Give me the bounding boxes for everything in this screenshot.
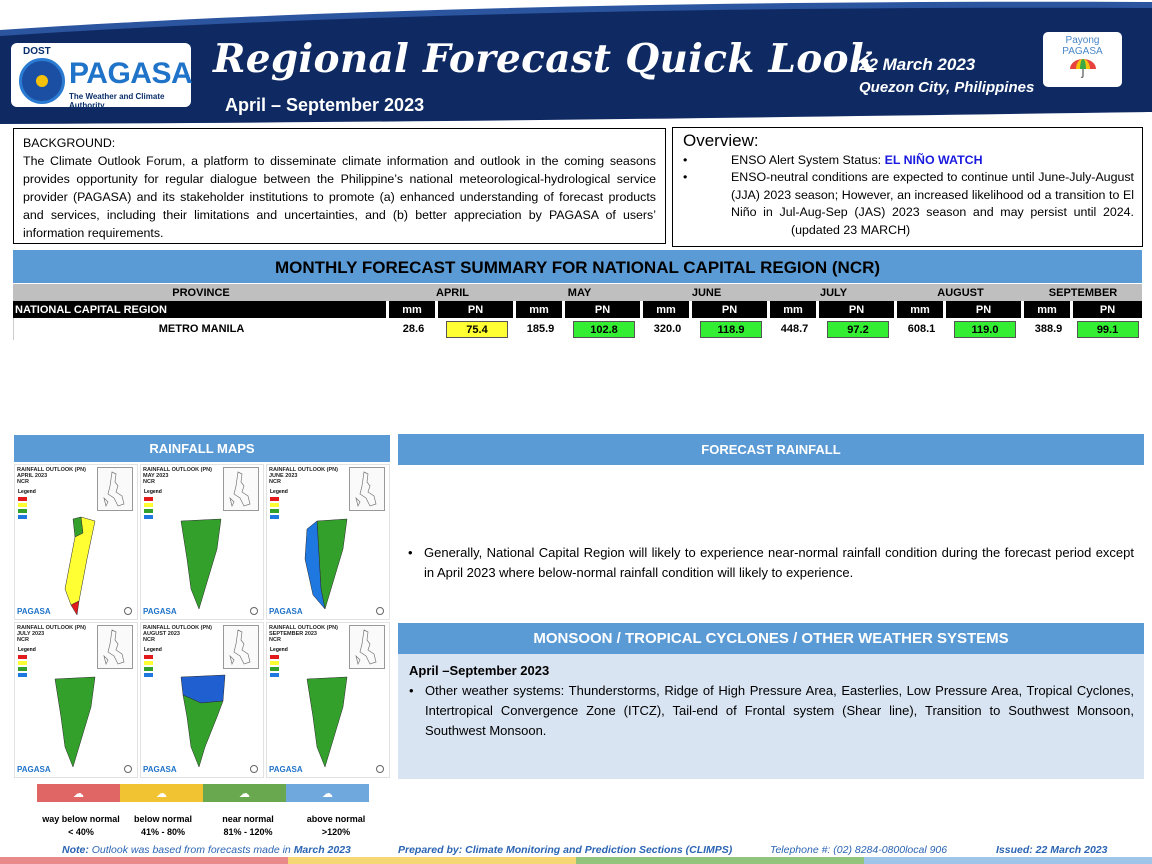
map-month: AUGUST 2023 bbox=[143, 631, 180, 637]
map-legend-title: Legend bbox=[270, 647, 288, 653]
map-region-fill bbox=[183, 695, 223, 767]
map-pagasa-logo: PAGASA bbox=[17, 607, 51, 616]
map-legend-swatch bbox=[144, 515, 153, 519]
header-banner bbox=[0, 0, 1152, 124]
legend-swatch bbox=[203, 784, 286, 802]
pn-cell bbox=[565, 318, 643, 340]
agency-name: PAGASA bbox=[69, 57, 193, 90]
table-header-row bbox=[13, 284, 1142, 301]
map-title bbox=[17, 625, 86, 643]
ncr-region-map bbox=[287, 509, 357, 617]
rainfall-map-5 bbox=[140, 622, 264, 778]
map-region-fill bbox=[181, 519, 221, 609]
location-inset-map bbox=[223, 625, 259, 669]
philippines-outline-icon bbox=[350, 626, 384, 668]
pn-cell bbox=[438, 318, 516, 340]
map-legend-swatch bbox=[270, 497, 279, 501]
map-legend-swatch bbox=[18, 673, 27, 677]
map-legend-swatch bbox=[270, 503, 279, 507]
map-pagasa-logo: PAGASA bbox=[269, 765, 303, 774]
map-title: RAINFALL OUTLOOK (PN) bbox=[17, 625, 86, 631]
map-region: NCR bbox=[17, 479, 29, 485]
rainfall-map-3 bbox=[266, 464, 390, 620]
footer-phone bbox=[770, 844, 947, 856]
enso-label: ENSO Alert System Status: bbox=[731, 152, 885, 167]
month-header-august: AUGUST bbox=[897, 284, 1024, 301]
pn-value: 99.1 bbox=[1077, 321, 1139, 338]
compass-icon bbox=[124, 607, 132, 615]
mm-value: 28.6 bbox=[402, 323, 425, 335]
map-region-fill bbox=[55, 677, 95, 767]
pn-cell bbox=[819, 318, 897, 340]
pn-header: PN bbox=[692, 301, 770, 318]
rainfall-legend-bar bbox=[37, 784, 369, 802]
forecast-summary-table bbox=[13, 284, 1142, 340]
compass-icon bbox=[124, 765, 132, 773]
footer-phone-label: Telephone #: bbox=[770, 844, 834, 856]
map-legend-swatch bbox=[270, 667, 279, 671]
map-title bbox=[269, 467, 338, 485]
forecast-rainfall-text: • Generally, National Capital Region will likely to experience near-normal rainfall condition during the forecast period except in April 2023 where below-normal rainfall condition will likely to experience. bbox=[408, 543, 1134, 583]
month-header-june: JUNE bbox=[643, 284, 770, 301]
legend-label bbox=[118, 813, 208, 839]
legend-swatch bbox=[286, 784, 369, 802]
map-legend-swatch bbox=[144, 509, 153, 513]
map-month: JULY 2023 bbox=[17, 631, 45, 637]
overview-section bbox=[672, 127, 1143, 247]
pn-cell bbox=[1073, 318, 1142, 340]
table-row bbox=[13, 318, 1142, 340]
rainfall-map-grid bbox=[14, 462, 390, 778]
map-legend-swatch bbox=[270, 661, 279, 665]
map-legend-swatch bbox=[144, 503, 153, 507]
pn-value: 119.0 bbox=[954, 321, 1016, 338]
mm-header: mm bbox=[897, 301, 946, 318]
pn-value: 97.2 bbox=[827, 321, 889, 338]
pn-value: 75.4 bbox=[446, 321, 508, 338]
legend-swatch bbox=[37, 784, 120, 802]
legend-category: above normal bbox=[306, 814, 366, 824]
map-pagasa-logo: PAGASA bbox=[17, 765, 51, 774]
map-title: RAINFALL OUTLOOK (PN) bbox=[143, 625, 212, 631]
cloud-rain-icon: ☁ bbox=[322, 787, 333, 800]
forecast-rainfall-heading: FORECAST RAINFALL bbox=[398, 434, 1144, 465]
dost-label: DOST bbox=[23, 46, 51, 57]
payong-pagasa-text: PAGASA bbox=[1062, 46, 1103, 57]
mm-header: mm bbox=[389, 301, 438, 318]
monsoon-text: • Other weather systems: Thunderstorms, Ridge of High Pressure Area, Easterlies, Low Pressure Area, Tropical Cyclones, Intertropical Convergence Zone (ITCZ), Tail-end of Frontal system (Shear line), Transition to Southwest Monsoon, Southwest Monsoon. bbox=[409, 681, 1134, 741]
map-title bbox=[143, 625, 212, 643]
philippines-outline-icon bbox=[224, 626, 258, 668]
map-title bbox=[269, 625, 338, 643]
map-legend-swatch bbox=[270, 509, 279, 513]
pn-value: 118.9 bbox=[700, 321, 762, 338]
footer-bar-segment bbox=[0, 857, 288, 864]
background-heading: BACKGROUND: bbox=[23, 136, 116, 150]
map-legend-swatch bbox=[18, 655, 27, 659]
compass-icon bbox=[250, 607, 258, 615]
footer-bar-segment bbox=[864, 857, 1152, 864]
map-month: MAY 2023 bbox=[143, 473, 169, 479]
issue-location: Quezon City, Philippines bbox=[859, 79, 1035, 96]
legend-range: >120% bbox=[321, 827, 351, 837]
forecast-rainfall-panel bbox=[398, 434, 1144, 614]
map-legend-swatch bbox=[18, 661, 27, 665]
map-title bbox=[143, 467, 212, 485]
mm-value: 448.7 bbox=[780, 323, 809, 335]
footer-note bbox=[62, 844, 351, 856]
ncr-region-map bbox=[161, 509, 231, 617]
month-header-april: APRIL bbox=[389, 284, 516, 301]
mm-value: 185.9 bbox=[526, 323, 555, 335]
map-legend-title: Legend bbox=[144, 647, 162, 653]
month-header-may: MAY bbox=[516, 284, 643, 301]
pn-header: PN bbox=[946, 301, 1024, 318]
map-legend-swatch bbox=[144, 661, 153, 665]
cloud-rain-icon: ☁ bbox=[156, 787, 167, 800]
ncr-region-map bbox=[161, 667, 231, 775]
map-legend-title: Legend bbox=[18, 489, 36, 495]
month-header-september: SEPTEMBER bbox=[1024, 284, 1142, 301]
philippines-outline-icon bbox=[224, 468, 258, 510]
agency-subtitle: The Weather and Climate Authority bbox=[69, 92, 165, 110]
pn-cell bbox=[692, 318, 770, 340]
mm-header: mm bbox=[770, 301, 819, 318]
compass-icon bbox=[376, 607, 384, 615]
payong-text: Payong bbox=[1065, 35, 1100, 46]
ncr-region-map bbox=[287, 667, 357, 775]
map-region: NCR bbox=[17, 637, 29, 643]
enso-status-item bbox=[683, 152, 1134, 170]
overview-heading: Overview: bbox=[683, 131, 759, 150]
pagasa-logo bbox=[11, 43, 193, 110]
legend-range: 81% - 120% bbox=[223, 827, 273, 837]
payong-pagasa-logo bbox=[1043, 32, 1122, 87]
enso-outlook-item bbox=[683, 169, 1134, 239]
map-region-fill bbox=[307, 677, 347, 767]
map-month: JUNE 2023 bbox=[269, 473, 298, 479]
legend-label bbox=[203, 813, 293, 839]
pn-header: PN bbox=[1073, 301, 1142, 318]
map-legend-swatch bbox=[18, 503, 27, 507]
cloud-rain-icon: ☁ bbox=[239, 787, 250, 800]
month-header-july: JULY bbox=[770, 284, 897, 301]
map-month: APRIL 2023 bbox=[17, 473, 48, 479]
background-text: The Climate Outlook Forum, a platform to disseminate climate information and outlook in the coming seasons provides opportunity for regular dialogue between the Philippine’s national meteorological-hydrological service provider (PAGASA) and its stakeholder institutions to promote (a) enhanced understanding of forecast products and services, including their limitations and uncertainties, and (b) better appreciation by PAGASA of users’ information requirements. bbox=[23, 154, 656, 240]
pn-header: PN bbox=[438, 301, 516, 318]
map-month: SEPTEMBER 2023 bbox=[269, 631, 317, 637]
footer-bar-segment bbox=[576, 857, 864, 864]
map-legend-swatch bbox=[18, 667, 27, 671]
ncr-region-map bbox=[35, 667, 105, 775]
legend-category: below normal bbox=[133, 814, 192, 824]
province-header: PROVINCE bbox=[13, 284, 389, 301]
rainfall-maps-panel bbox=[14, 435, 390, 778]
enso-outlook-text: ENSO-neutral conditions are expected to continue until June-July-August (JJA) 2023 season; However, an increased likelihood od a transition to El Niño in Jul-Aug-Sep (JAS) 2023 season and may persist until 2024. bbox=[731, 170, 1134, 219]
legend-label bbox=[36, 813, 126, 839]
map-legend-swatch bbox=[144, 655, 153, 659]
issue-date: 22 March 2023 bbox=[859, 55, 976, 74]
cloud-rain-icon: ☁ bbox=[73, 787, 84, 800]
map-legend-title: Legend bbox=[18, 647, 36, 653]
footer-note-month: March 2023 bbox=[293, 844, 351, 856]
province-cell: METRO MANILA bbox=[13, 318, 389, 340]
map-legend-swatch bbox=[270, 673, 279, 677]
map-legend-title: Legend bbox=[270, 489, 288, 495]
location-inset-map bbox=[349, 625, 385, 669]
map-legend-swatch bbox=[18, 515, 27, 519]
rainfall-map-1 bbox=[14, 464, 138, 620]
rainfall-map-4 bbox=[14, 622, 138, 778]
map-region: NCR bbox=[143, 479, 155, 485]
mm-header: mm bbox=[1024, 301, 1073, 318]
map-legend-title: Legend bbox=[144, 489, 162, 495]
map-legend-swatch bbox=[18, 509, 27, 513]
map-legend-swatch bbox=[270, 655, 279, 659]
enso-updated-note: (updated 23 MARCH) bbox=[791, 222, 911, 237]
legend-range: 41% - 80% bbox=[140, 827, 186, 837]
map-legend-swatch bbox=[18, 497, 27, 501]
enso-status-value: EL NIÑO WATCH bbox=[884, 152, 983, 167]
pagasa-seal-icon bbox=[19, 58, 65, 104]
ncr-region-map bbox=[35, 509, 105, 617]
legend-category: way below normal bbox=[42, 814, 120, 824]
legend-category: near normal bbox=[222, 814, 274, 824]
pn-value: 102.8 bbox=[573, 321, 635, 338]
region-name: NATIONAL CAPITAL REGION bbox=[13, 301, 389, 318]
summary-title: MONTHLY FORECAST SUMMARY FOR NATIONAL CAPITAL REGION (NCR) bbox=[13, 250, 1142, 283]
footer-prepared: Prepared by: Climate Monitoring and Prediction Sections (CLIMPS) bbox=[398, 844, 733, 856]
footer-note-text: Outlook was based from forecasts made in bbox=[88, 844, 294, 856]
map-pagasa-logo: PAGASA bbox=[143, 607, 177, 616]
map-legend-swatch bbox=[270, 515, 279, 519]
map-title bbox=[17, 467, 86, 485]
umbrella-icon bbox=[1068, 58, 1098, 78]
legend-swatch bbox=[120, 784, 203, 802]
monsoon-heading: MONSOON / TROPICAL CYCLONES / OTHER WEATHER SYSTEMS bbox=[398, 623, 1144, 654]
pn-header: PN bbox=[819, 301, 897, 318]
map-legend-swatch bbox=[144, 667, 153, 671]
footer-phone-number: (02) 8284-0800local 906 bbox=[833, 844, 948, 856]
footer-color-bar bbox=[0, 857, 1152, 864]
location-inset-map bbox=[223, 467, 259, 511]
compass-icon bbox=[250, 765, 258, 773]
mm-value: 388.9 bbox=[1034, 323, 1063, 335]
map-region: NCR bbox=[269, 479, 281, 485]
rainfall-map-6 bbox=[266, 622, 390, 778]
background-section bbox=[13, 128, 666, 244]
footer-note-label: Note: bbox=[62, 844, 89, 856]
map-title: RAINFALL OUTLOOK (PN) bbox=[269, 467, 338, 473]
location-inset-map bbox=[97, 625, 133, 669]
map-legend-swatch bbox=[144, 673, 153, 677]
rainfall-map-2 bbox=[140, 464, 264, 620]
location-inset-map bbox=[97, 467, 133, 511]
map-region: NCR bbox=[143, 637, 155, 643]
compass-icon bbox=[376, 765, 384, 773]
pn-cell bbox=[946, 318, 1024, 340]
location-inset-map bbox=[349, 467, 385, 511]
map-legend-swatch bbox=[144, 497, 153, 501]
footer-bar-segment bbox=[288, 857, 576, 864]
monsoon-panel bbox=[398, 623, 1144, 779]
mm-header: mm bbox=[643, 301, 692, 318]
pn-header: PN bbox=[565, 301, 643, 318]
map-pagasa-logo: PAGASA bbox=[269, 607, 303, 616]
philippines-outline-icon bbox=[98, 626, 132, 668]
philippines-outline-icon bbox=[350, 468, 384, 510]
map-title: RAINFALL OUTLOOK (PN) bbox=[269, 625, 338, 631]
mm-value: 608.1 bbox=[907, 323, 936, 335]
forecast-period: April – September 2023 bbox=[225, 95, 425, 115]
rainfall-maps-heading: RAINFALL MAPS bbox=[14, 435, 390, 462]
mm-header: mm bbox=[516, 301, 565, 318]
monsoon-period: April –September 2023 bbox=[409, 663, 550, 678]
philippines-outline-icon bbox=[98, 468, 132, 510]
map-title: RAINFALL OUTLOOK (PN) bbox=[143, 467, 212, 473]
legend-label bbox=[291, 813, 381, 839]
footer-issued: Issued: 22 March 2023 bbox=[996, 844, 1108, 856]
page-title: Regional Forecast Quick Look bbox=[213, 36, 877, 82]
map-pagasa-logo: PAGASA bbox=[143, 765, 177, 774]
mm-value: 320.0 bbox=[653, 323, 682, 335]
map-title: RAINFALL OUTLOOK (PN) bbox=[17, 467, 86, 473]
table-subheader-row bbox=[13, 301, 1142, 318]
legend-range: < 40% bbox=[68, 827, 94, 837]
map-region: NCR bbox=[269, 637, 281, 643]
